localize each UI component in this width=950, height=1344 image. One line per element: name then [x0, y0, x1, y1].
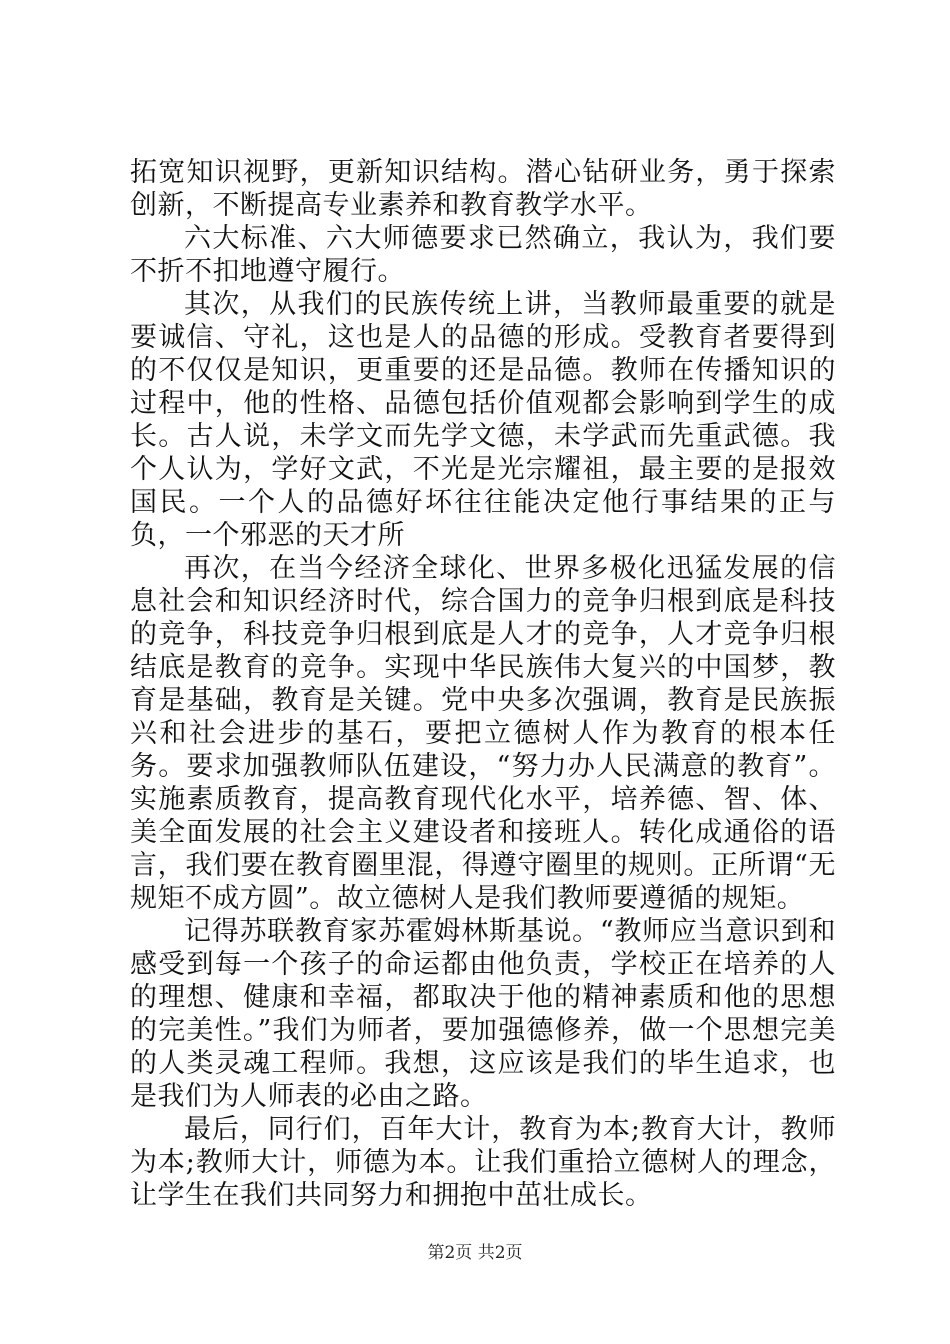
paragraph-6: 最后，同行们，百年大计，教育为本;教育大计，教师为本;教师大计，师德为本。让我们重拾立德树人的理念，让学生在我们共同努力和拥抱中茁壮成长。 [130, 1114, 836, 1211]
paragraph-4: 再次，在当今经济全球化、世界多极化迅猛发展的信息社会和知识经济时代，综合国力的竞争归根到底是科技的竞争，科技竞争归根到底是人才的竞争，人才竞争归根结底是教育的竞争。实现中华民族伟大复兴的中国梦，教育是基础，教育是关键。党中央多次强调，教育是民族振兴和社会进步的基石，要把立德树人作为教育的根本任务。要求加强教师队伍建设，“努力办人民满意的教育”。实施素质教育，提高教育现代化水平，培养德、智、体、美全面发展的社会主义建设者和接班人。转化成通俗的语言，我们要在教育圈里混，得遵守圈里的规则。正所谓“无规矩不成方圆”。故立德树人是我们教师要遵循的规矩。 [130, 553, 836, 914]
paragraph-1: 拓宽知识视野，更新知识结构。潜心钻研业务，勇于探索创新，不断提高专业素养和教育教学水平。 [130, 157, 836, 221]
paragraph-3: 其次，从我们的民族传统上讲，当教师最重要的就是要诚信、守礼，这也是人的品德的形成。受教育者要得到的不仅仅是知识，更重要的还是品德。教师在传播知识的过程中，他的性格、品德包括价值观都会影响到学生的成长。古人说，未学文而先学文德，未学武而先重武德。我个人认为，学好文武，不光是光宗耀祖，最主要的是报效国民。一个人的品德好坏往往能决定他行事结果的正与负，一个邪恶的天才所 [130, 289, 836, 551]
paragraph-5: 记得苏联教育家苏霍姆林斯基说。“教师应当意识到和感受到每一个孩子的命运都由他负责，学校正在培养的人的理想、健康和幸福，都取决于他的精神素质和他的思想的完美性。”我们为师者，要加强德修养，做一个思想完美的人类灵魂工程师。我想，这应该是我们的毕生追求，也是我们为人师表的必由之路。 [130, 916, 836, 1112]
page-number-label: 第2页 共2页 [427, 1243, 523, 1263]
paragraph-2: 六大标准、六大师德要求已然确立，我认为，我们要不折不扣地遵守履行。 [130, 223, 836, 287]
document-body [130, 156, 836, 1212]
page-footer [0, 1242, 950, 1264]
